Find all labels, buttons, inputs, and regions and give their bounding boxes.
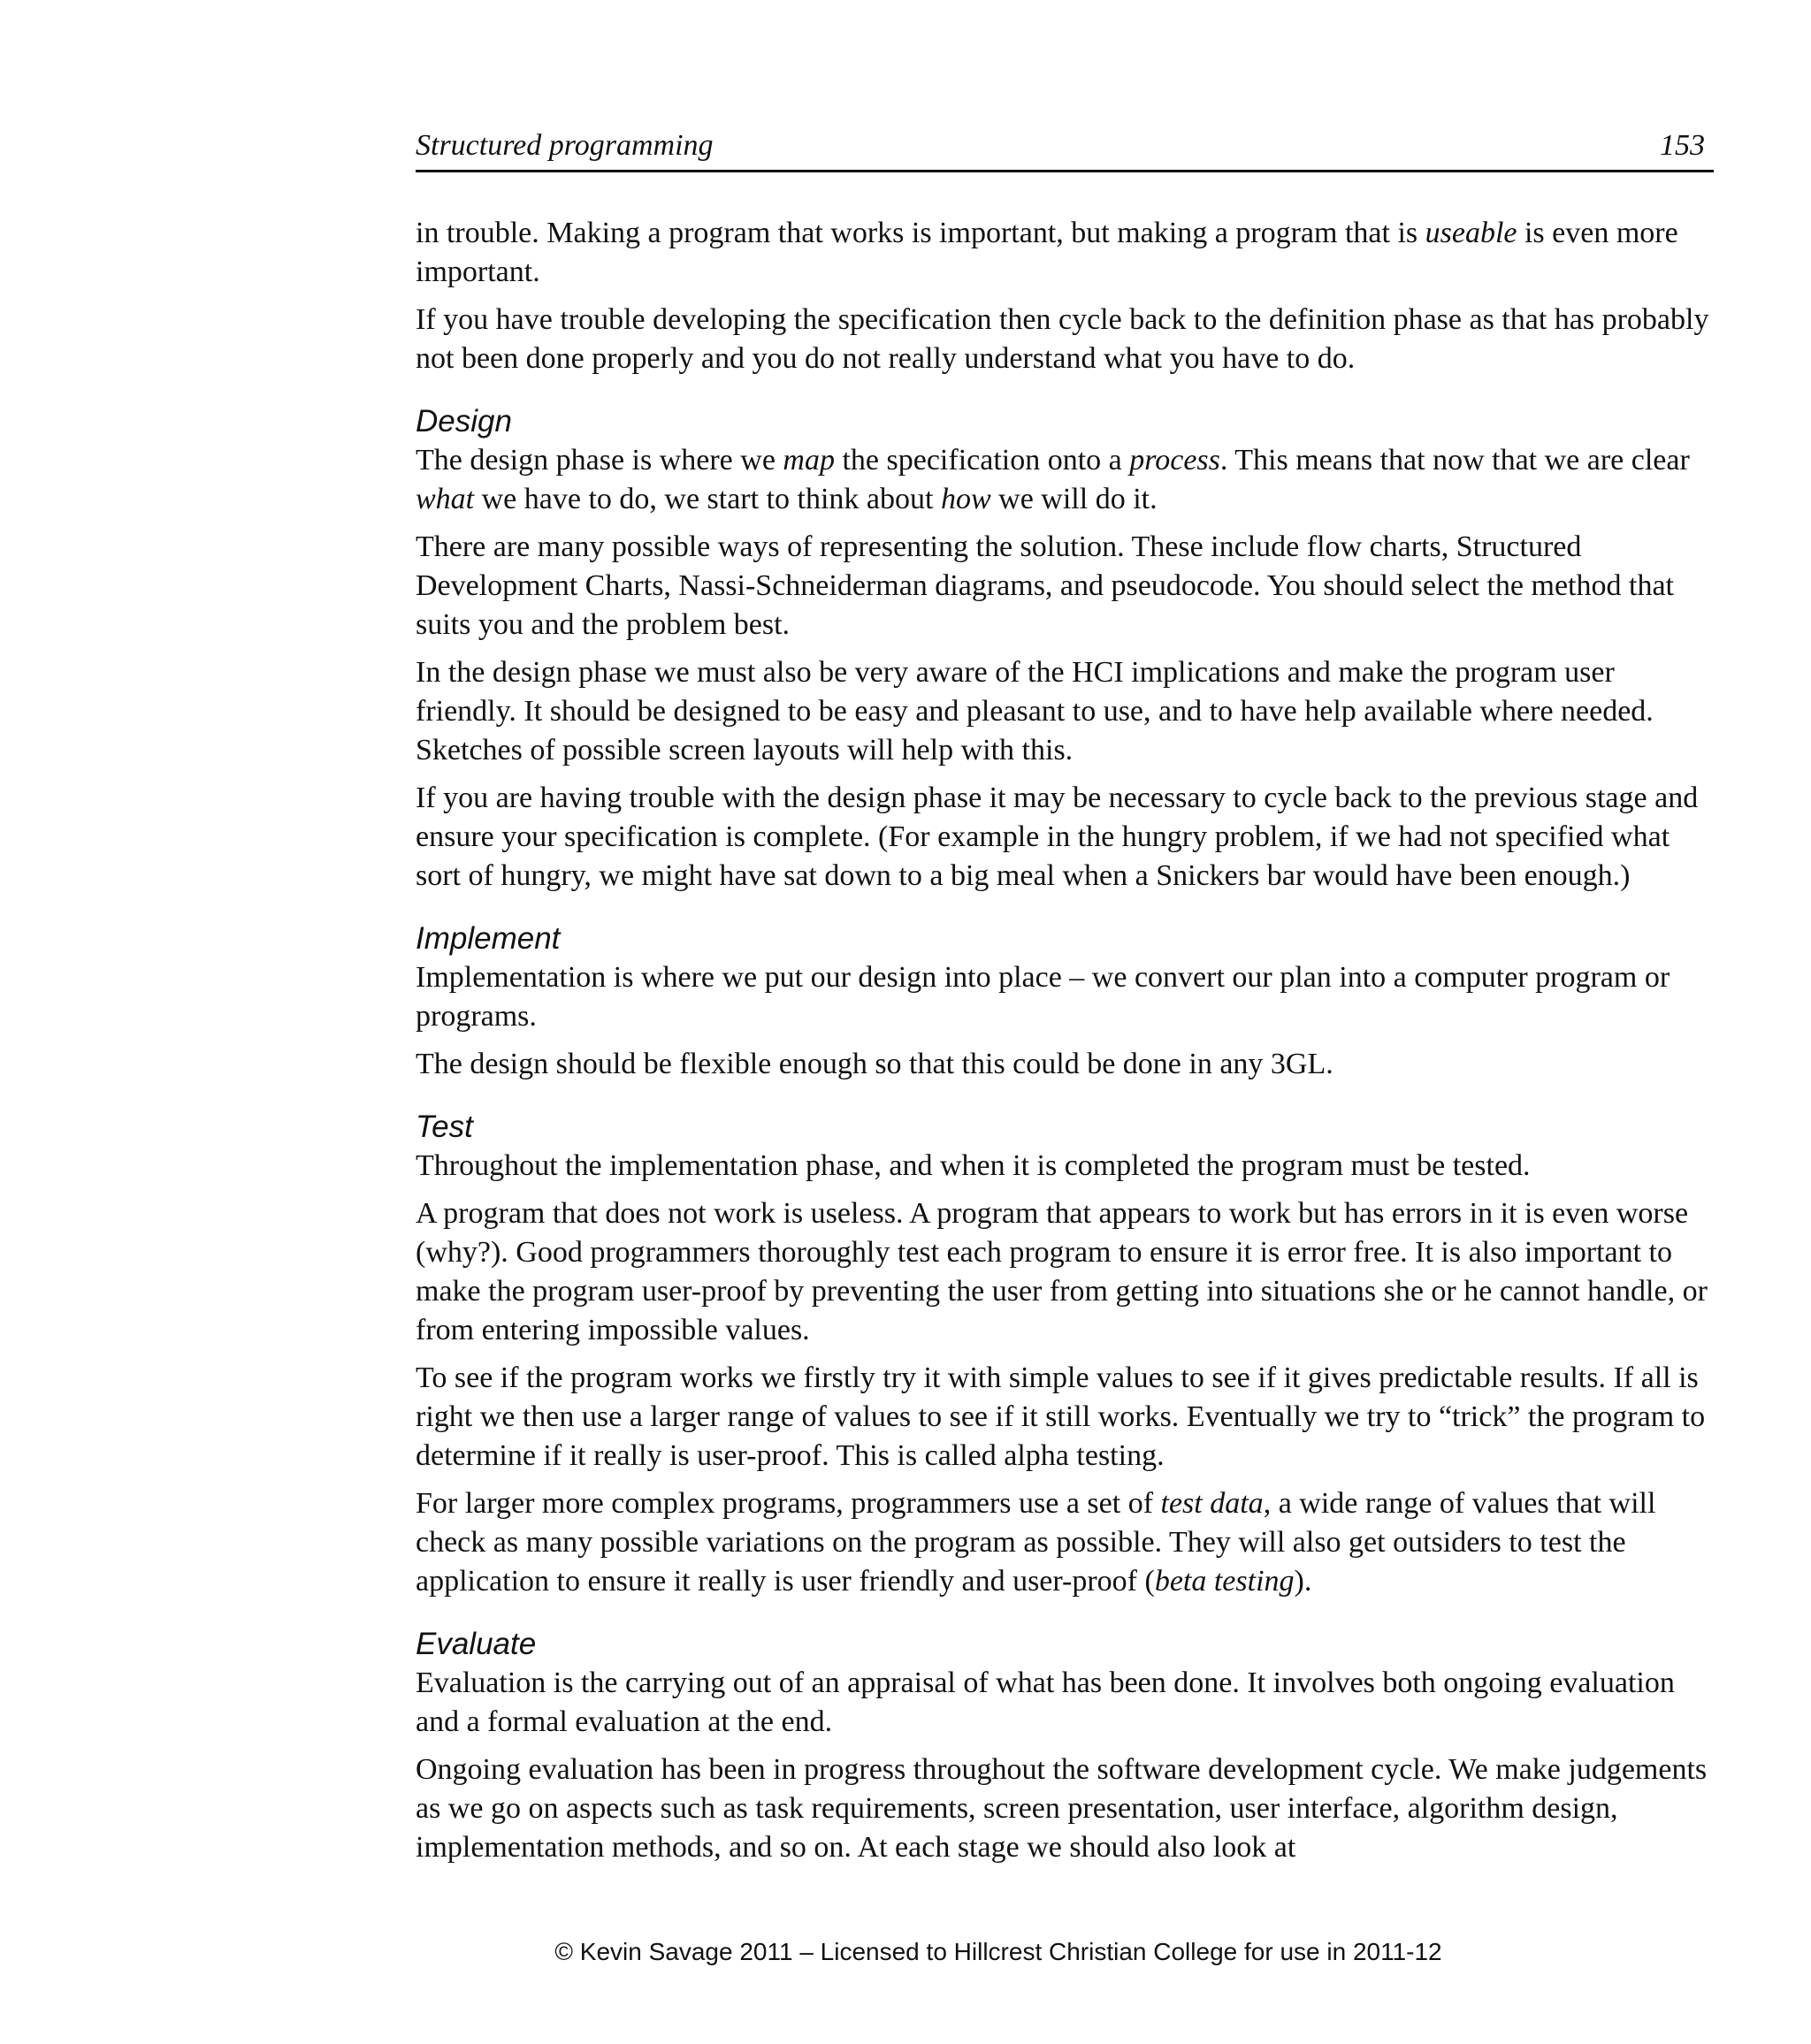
paragraph: There are many possible ways of representing the solution. These include flow charts, Structured Development Charts, Nassi-Schneiderman diagrams, and pseudocode. You should select the method that suits you and the problem best.: [416, 530, 1674, 641]
copyright-footer: © Kevin Savage 2011 – Licensed to Hillcrest Christian College for use in 2011-12: [554, 1938, 1442, 1965]
paragraph: Evaluation is the carrying out of an appraisal of what has been done. It involves both ongoing evaluation and a formal evaluation at the end.: [416, 1666, 1675, 1738]
running-title: Structured programming: [416, 129, 714, 162]
section-heading-test: Test: [416, 1110, 473, 1144]
section-heading-implement: Implement: [416, 921, 561, 956]
paragraph: A program that does not work is useless. A program that appears to work but has errors in it is even worse (why?). Good programmers thoroughly test each program to ensure it is error free. It is also important to make the program user-proof by preventing the user from getting into situations she or he cannot handle, or from entering impossible values.: [416, 1197, 1708, 1346]
paragraph: The design phase is where we map the specification onto a process. This means that now that we are clear what we have to do, we start to think about how we will do it.: [416, 444, 1690, 515]
paragraph: If you have trouble developing the specification then cycle back to the definition phase as that has probably not been done properly and you do not really understand what you have to do.: [416, 303, 1709, 375]
paragraph: Throughout the implementation phase, and when it is completed the program must be tested.: [416, 1149, 1531, 1182]
paragraph: Implementation is where we put our design into place – we convert our plan into a computer program or programs.: [416, 961, 1670, 1033]
paragraph: To see if the program works we firstly try it with simple values to see if it gives predictable results. If all is right we then use a larger range of values to see if it still works. Eventually we try to “trick” the program to determine if it really is user-proof. This is called alpha testing.: [416, 1361, 1706, 1472]
paragraph: If you are having trouble with the design phase it may be necessary to cycle back to the previous stage and ensure your specification is complete. (For example in the hungry problem, if we had not specified what sort of hungry, we might have sat down to a big meal when a Snickers bar would have been enough.): [416, 782, 1699, 892]
paragraph: in trouble. Making a program that works is important, but making a program that is useable is even more important.: [416, 217, 1678, 288]
section-heading-evaluate: Evaluate: [416, 1627, 537, 1661]
page-header: [416, 129, 1714, 172]
page-number: 153: [1660, 129, 1705, 162]
page-content: [416, 214, 1715, 1876]
paragraph: In the design phase we must also be very aware of the HCI implications and make the program user friendly. It should be designed to be easy and pleasant to use, and to have help available where needed. Sketches of possible screen layouts will help with this.: [416, 656, 1654, 766]
section-heading-design: Design: [416, 404, 512, 439]
paragraph: The design should be flexible enough so that this could be done in any 3GL.: [416, 1048, 1333, 1080]
paragraph: For larger more complex programs, programmers use a set of test data, a wide range of values that will check as many possible variations on the program as possible. They will also get outsiders to test the application to ensure it really is user friendly and user-proof (beta testing).: [416, 1487, 1656, 1598]
paragraph: Ongoing evaluation has been in progress throughout the software development cycle. We make judgements as we go on aspects such as task requirements, screen presentation, user interface, algorithm design, implementation methods, and so on. At each stage we should also look at: [416, 1753, 1708, 1864]
